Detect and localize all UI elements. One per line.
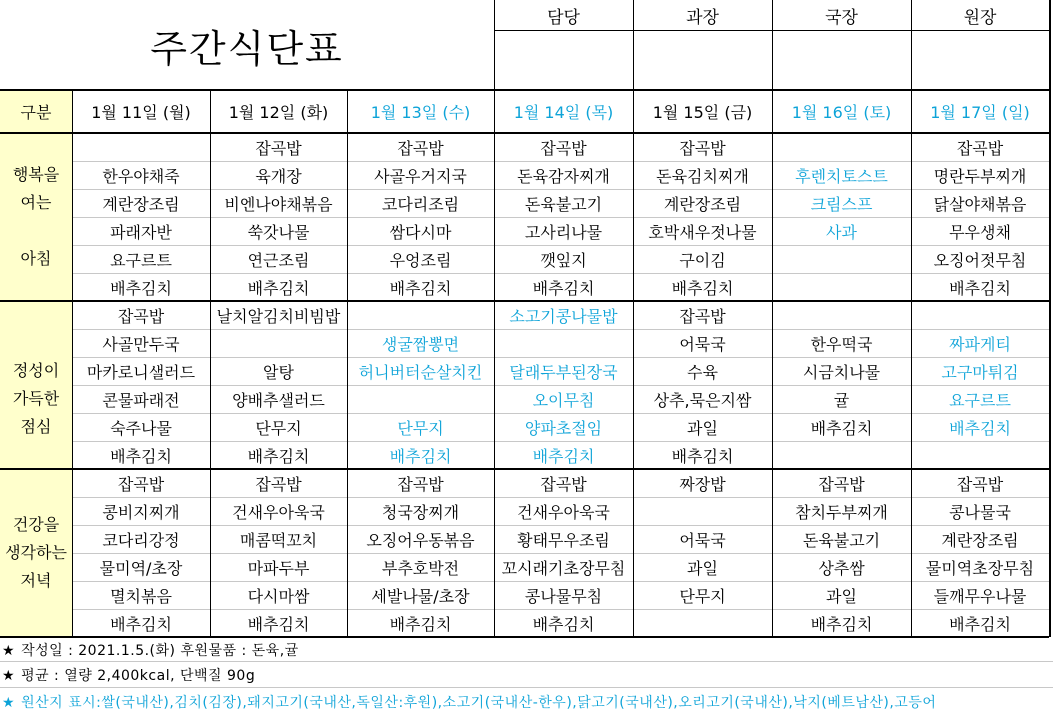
menu-item: 어묵국 xyxy=(679,334,726,354)
meal-label xyxy=(0,469,72,637)
menu-item: 코다리강정 xyxy=(102,530,180,550)
grid-line xyxy=(772,0,773,90)
approval-label: 담당 xyxy=(547,7,580,28)
menu-item: 잡곡밥 xyxy=(255,138,302,158)
menu-item xyxy=(494,329,633,357)
star-icon: ★ xyxy=(2,668,16,684)
menu-item: 마파두부 xyxy=(247,558,310,578)
approval-label: 국장 xyxy=(825,7,858,28)
menu-item: 요구르트 xyxy=(949,390,1011,410)
menu-item: 알탕 xyxy=(263,362,294,382)
menu-item: 배추김치 xyxy=(532,446,595,466)
menu-item: 요구르트 xyxy=(110,250,172,270)
menu-item: 배추김치 xyxy=(810,418,873,438)
menu-item xyxy=(347,301,494,329)
menu-item: 고사리나물 xyxy=(524,222,603,242)
grid-line xyxy=(72,609,1049,610)
menu-item: 돈육불고기 xyxy=(802,530,881,550)
menu-item: 건새우아욱국 xyxy=(232,502,325,522)
menu-item xyxy=(210,329,347,357)
grid-line xyxy=(72,161,1049,162)
grid-line xyxy=(72,245,1049,246)
menu-item: 생굴짬뽕면 xyxy=(381,334,460,354)
menu-item: 깻잎지 xyxy=(540,250,587,270)
menu-item xyxy=(772,273,911,301)
menu-item: 매콤떡꼬치 xyxy=(239,530,318,550)
menu-item: 쌈다시마 xyxy=(389,222,452,242)
menu-item: 청국장찌개 xyxy=(381,502,460,522)
menu-item: 단무지 xyxy=(255,418,302,438)
approval-label: 원장 xyxy=(963,7,997,28)
menu-item: 잡곡밥 xyxy=(679,138,726,158)
menu-item: 잡곡밥 xyxy=(679,306,726,326)
menu-item: 계란장조림 xyxy=(663,194,742,214)
menu-item: 배추김치 xyxy=(389,614,452,634)
grid-line xyxy=(0,132,1049,134)
menu-item: 물미역/초장 xyxy=(99,558,183,578)
day-header: 1월 11일 (월) xyxy=(91,103,191,122)
meal-label-line: 여는 xyxy=(20,193,52,212)
menu-item: 배추김치 xyxy=(949,614,1011,634)
menu-item: 잡곡밥 xyxy=(397,474,444,494)
menu-item: 크림스프 xyxy=(810,194,873,214)
menu-item: 배추김치 xyxy=(949,418,1011,438)
grid-line xyxy=(633,90,634,637)
menu-item: 귤 xyxy=(833,390,850,410)
footer-text: 평균 : 열량 2,400kcal, 단백질 90g xyxy=(21,668,256,684)
grid-line xyxy=(72,90,73,637)
menu-item: 건새우아욱국 xyxy=(517,502,610,522)
menu-item: 한우야채죽 xyxy=(102,166,180,186)
grid-line xyxy=(0,687,1053,688)
menu-item: 단무지 xyxy=(679,586,726,606)
menu-item: 비엔나야채볶음 xyxy=(224,194,333,214)
menu-item: 배추김치 xyxy=(389,278,452,298)
approval-label: 과장 xyxy=(686,7,719,28)
menu-item: 수육 xyxy=(687,362,718,382)
menu-item: 계란장조림 xyxy=(941,530,1019,550)
menu-item: 달래두부된장국 xyxy=(509,362,618,382)
grid-line xyxy=(72,385,1049,386)
menu-item: 배추김치 xyxy=(247,278,310,298)
meal-label-line: 생각하는 xyxy=(5,543,67,562)
menu-item: 사골우거지국 xyxy=(374,166,467,186)
menu-item: 잡곡밥 xyxy=(255,474,302,494)
meal-label-line xyxy=(33,329,38,357)
day-header: 1월 13일 (수) xyxy=(370,103,471,122)
menu-item: 부추호박전 xyxy=(381,558,460,578)
menu-item: 돈육불고기 xyxy=(524,194,603,214)
menu-item: 콩나물국 xyxy=(949,502,1011,522)
menu-item: 참치두부찌개 xyxy=(795,502,888,522)
menu-item: 오이무침 xyxy=(532,390,595,410)
grid-line xyxy=(72,329,1049,330)
grid-line xyxy=(347,90,348,637)
menu-item xyxy=(772,133,911,161)
footer-text: 원산지 표시:쌀(국내산),김치(김장),돼지고기(국내산,독일산:후원),소고기(국내산-한우),닭고기(국내산),오리고기(국내산),낙지(베트남산),고등어 xyxy=(21,695,937,711)
grid-line xyxy=(0,468,1049,470)
menu-item xyxy=(772,441,911,469)
grid-line xyxy=(72,217,1049,218)
page-title: 주간식단표 xyxy=(150,26,344,71)
menu-item: 과일 xyxy=(687,558,718,578)
menu-item: 우엉조림 xyxy=(389,250,452,270)
menu-item: 배추김치 xyxy=(389,446,452,466)
menu-item xyxy=(633,497,772,525)
menu-item: 상추,묵은지쌈 xyxy=(653,390,752,410)
menu-item: 허니버터순살치킨 xyxy=(358,362,483,382)
footer-line xyxy=(2,665,255,685)
menu-item: 황태무우조림 xyxy=(517,530,610,550)
meal-label-line: 건강을 xyxy=(12,515,60,534)
grid-line xyxy=(772,90,773,637)
menu-item: 쑥갓나물 xyxy=(247,222,310,242)
menu-item: 짜장밥 xyxy=(679,474,726,494)
menu-item: 사과 xyxy=(826,222,857,242)
menu-item xyxy=(347,385,494,413)
approval-signature-box[interactable] xyxy=(911,30,1049,90)
grid-line xyxy=(494,90,495,637)
menu-item: 배추김치 xyxy=(110,614,172,634)
menu-item: 시금치나물 xyxy=(802,362,881,382)
menu-item xyxy=(72,133,210,161)
menu-item: 다시마쌈 xyxy=(247,586,310,606)
menu-item: 과일 xyxy=(826,586,857,606)
menu-item: 상추쌈 xyxy=(818,558,865,578)
menu-item: 콩비지찌개 xyxy=(102,502,180,522)
day-header: 1월 16일 (토) xyxy=(791,103,892,122)
menu-item: 들깨무우나물 xyxy=(933,586,1027,606)
menu-item: 양배추샐러드 xyxy=(232,390,325,410)
menu-item: 잡곡밥 xyxy=(956,474,1004,494)
grid-line xyxy=(1049,0,1051,637)
menu-item: 돈육감자찌개 xyxy=(517,166,610,186)
menu-item: 양파초절임 xyxy=(524,418,603,438)
approval-signature-box[interactable] xyxy=(494,30,633,90)
menu-item xyxy=(911,301,1049,329)
menu-item: 잡곡밥 xyxy=(117,306,165,326)
day-header: 1월 15일 (금) xyxy=(652,103,753,122)
menu-item: 한우떡국 xyxy=(810,334,873,354)
menu-item: 배추김치 xyxy=(110,446,172,466)
grid-line xyxy=(0,661,1053,662)
day-header: 1월 17일 (일) xyxy=(930,103,1030,122)
grid-line xyxy=(494,0,495,90)
footer-text: 작성일 : 2021.1.5.(화) 후원물품 : 돈육,귤 xyxy=(21,643,299,659)
menu-item: 육개장 xyxy=(255,166,302,186)
footer-line xyxy=(2,640,299,660)
meal-label-line: 저녁 xyxy=(20,571,52,590)
meal-label-line: 점심 xyxy=(20,417,52,436)
menu-item: 구이김 xyxy=(679,250,726,270)
grid-line xyxy=(72,273,1049,274)
menu-item: 배추김치 xyxy=(532,614,595,634)
menu-item: 배추김치 xyxy=(110,278,172,298)
menu-item: 배추김치 xyxy=(671,446,734,466)
menu-item: 연근조림 xyxy=(247,250,310,270)
menu-item xyxy=(633,609,772,637)
grid-line xyxy=(911,90,912,637)
menu-item: 멸치볶음 xyxy=(110,586,172,606)
menu-item: 꼬시래기초장무침 xyxy=(501,558,626,578)
day-header: 1월 12일 (화) xyxy=(228,103,329,122)
menu-item: 사골만두국 xyxy=(102,334,180,354)
grid-line xyxy=(210,90,211,637)
menu-item xyxy=(911,441,1049,469)
menu-item xyxy=(772,245,911,273)
menu-item: 콩나물무침 xyxy=(524,586,603,606)
approval-signature-box[interactable] xyxy=(633,30,772,90)
grid-line xyxy=(633,0,634,90)
category-header: 구분 xyxy=(20,103,52,122)
footer-line xyxy=(2,692,936,712)
grid-line xyxy=(911,0,912,90)
menu-item: 마카로니샐러드 xyxy=(86,362,196,382)
grid-line xyxy=(0,89,1049,91)
menu-item: 배추김치 xyxy=(247,446,310,466)
menu-item: 배추김치 xyxy=(810,614,873,634)
grid-line xyxy=(72,581,1049,582)
menu-item: 오징어젓무침 xyxy=(933,250,1027,270)
grid-line xyxy=(72,525,1049,526)
grid-line xyxy=(72,553,1049,554)
menu-item: 어묵국 xyxy=(679,530,726,550)
day-header: 1월 14일 (목) xyxy=(513,103,614,122)
menu-item xyxy=(772,301,911,329)
menu-item: 잡곡밥 xyxy=(117,474,165,494)
menu-item: 잡곡밥 xyxy=(540,474,587,494)
menu-item: 잡곡밥 xyxy=(818,474,865,494)
menu-item: 파래자반 xyxy=(110,222,172,242)
menu-item: 오징어우동볶음 xyxy=(366,530,475,550)
menu-item: 배추김치 xyxy=(671,278,734,298)
menu-item: 숙주나물 xyxy=(110,418,172,438)
menu-item: 짜파게티 xyxy=(949,334,1011,354)
menu-item: 잡곡밥 xyxy=(540,138,587,158)
menu-item: 잡곡밥 xyxy=(397,138,444,158)
grid-line xyxy=(0,636,1049,638)
grid-line xyxy=(72,189,1049,190)
approval-signature-box[interactable] xyxy=(772,30,911,90)
grid-line xyxy=(72,357,1049,358)
meal-label xyxy=(0,301,72,469)
grid-line xyxy=(72,497,1049,498)
menu-item: 과일 xyxy=(687,418,718,438)
menu-item: 배추김치 xyxy=(532,278,595,298)
grid-line xyxy=(72,413,1049,414)
menu-item: 무우생채 xyxy=(949,222,1011,242)
menu-item: 닭살야채볶음 xyxy=(933,194,1027,214)
menu-item: 배추김치 xyxy=(247,614,310,634)
grid-line xyxy=(72,441,1049,442)
star-icon: ★ xyxy=(2,695,16,711)
meal-label-line xyxy=(33,217,38,245)
menu-item: 호박새우젓나물 xyxy=(648,222,757,242)
meal-label-line: 행복을 xyxy=(12,165,60,184)
menu-item: 배추김치 xyxy=(949,278,1011,298)
menu-item: 명란두부찌개 xyxy=(933,166,1027,186)
star-icon: ★ xyxy=(2,643,16,659)
menu-item: 잡곡밥 xyxy=(956,138,1004,158)
menu-item: 날치알김치비빔밥 xyxy=(216,306,341,326)
menu-item: 물미역초장무침 xyxy=(925,558,1035,578)
menu-item: 후렌치토스트 xyxy=(795,166,888,186)
meal-label-line: 아침 xyxy=(20,249,52,268)
menu-item: 코다리조림 xyxy=(381,194,460,214)
menu-item: 계란장조림 xyxy=(102,194,180,214)
menu-item: 소고기콩나물밥 xyxy=(509,306,618,326)
menu-item: 세발나물/초장 xyxy=(371,586,470,606)
menu-item: 콘물파래전 xyxy=(102,390,180,410)
menu-item: 단무지 xyxy=(397,418,444,438)
meal-label-line: 가득한 xyxy=(12,389,60,408)
meal-label-line: 정성이 xyxy=(12,361,60,380)
menu-item: 돈육김치찌개 xyxy=(656,166,749,186)
meal-label xyxy=(0,133,72,301)
grid-line xyxy=(0,300,1049,302)
menu-item: 고구마튀김 xyxy=(941,362,1019,382)
